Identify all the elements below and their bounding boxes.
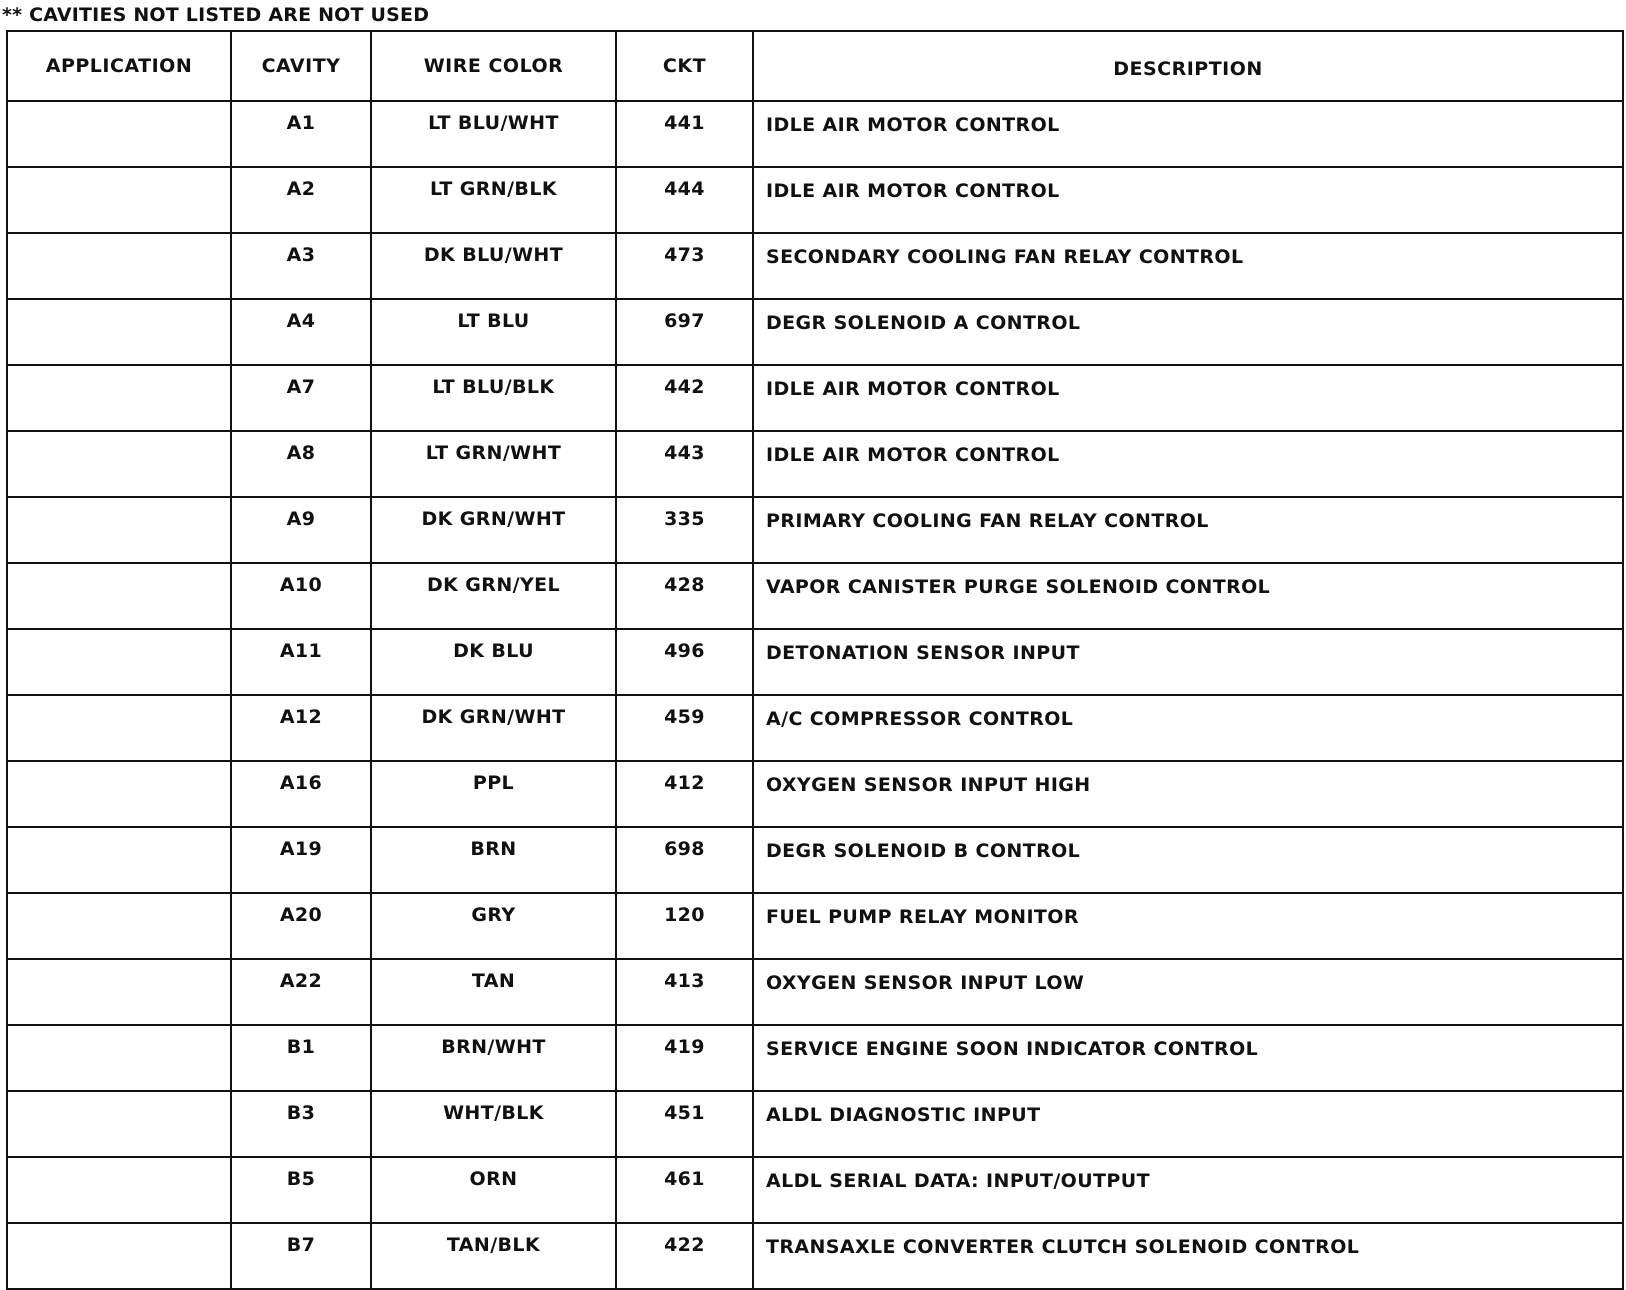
table-row — [7, 959, 1623, 1025]
description-cell: VAPOR CANISTER PURGE SOLENOID CONTROL — [753, 563, 1623, 629]
cavity-cell: A20 — [231, 893, 371, 959]
header-application: APPLICATION — [7, 31, 231, 101]
table-row — [7, 563, 1623, 629]
ckt-cell: 496 — [616, 629, 753, 695]
application-cell — [7, 563, 231, 629]
ckt-cell: 451 — [616, 1091, 753, 1157]
description-cell: A/C COMPRESSOR CONTROL — [753, 695, 1623, 761]
wire-color-cell: LT BLU/WHT — [371, 101, 616, 167]
ckt-cell: 412 — [616, 761, 753, 827]
description-cell: ALDL SERIAL DATA: INPUT/OUTPUT — [753, 1157, 1623, 1223]
application-cell — [7, 365, 231, 431]
description-cell: FUEL PUMP RELAY MONITOR — [753, 893, 1623, 959]
ckt-cell: 443 — [616, 431, 753, 497]
description-cell: OXYGEN SENSOR INPUT HIGH — [753, 761, 1623, 827]
cavity-cell: B7 — [231, 1223, 371, 1289]
table-row — [7, 299, 1623, 365]
application-cell — [7, 1091, 231, 1157]
ckt-cell: 444 — [616, 167, 753, 233]
cavity-cell: A9 — [231, 497, 371, 563]
wire-color-cell: TAN — [371, 959, 616, 1025]
cavity-cell: B1 — [231, 1025, 371, 1091]
table-header-row — [7, 31, 1623, 101]
cavity-cell: A1 — [231, 101, 371, 167]
table-body — [7, 101, 1623, 1289]
cavity-cell: A8 — [231, 431, 371, 497]
application-cell — [7, 629, 231, 695]
application-cell — [7, 827, 231, 893]
application-cell — [7, 167, 231, 233]
table-row — [7, 1091, 1623, 1157]
ckt-cell: 698 — [616, 827, 753, 893]
header-description: DESCRIPTION — [753, 31, 1623, 101]
cavity-cell: A11 — [231, 629, 371, 695]
table-row — [7, 827, 1623, 893]
header-cavity: CAVITY — [231, 31, 371, 101]
ckt-cell: 461 — [616, 1157, 753, 1223]
ckt-cell: 442 — [616, 365, 753, 431]
cavity-cell: A22 — [231, 959, 371, 1025]
description-cell: TRANSAXLE CONVERTER CLUTCH SOLENOID CONTROL — [753, 1223, 1623, 1289]
description-cell: DEGR SOLENOID A CONTROL — [753, 299, 1623, 365]
wire-color-cell: PPL — [371, 761, 616, 827]
ckt-cell: 428 — [616, 563, 753, 629]
application-cell — [7, 497, 231, 563]
wire-color-cell: BRN — [371, 827, 616, 893]
wire-color-cell: TAN/BLK — [371, 1223, 616, 1289]
application-cell — [7, 761, 231, 827]
description-cell: PRIMARY COOLING FAN RELAY CONTROL — [753, 497, 1623, 563]
ckt-cell: 120 — [616, 893, 753, 959]
cavity-cell: A7 — [231, 365, 371, 431]
application-cell — [7, 959, 231, 1025]
header-wire-color: WIRE COLOR — [371, 31, 616, 101]
wire-color-cell: WHT/BLK — [371, 1091, 616, 1157]
wire-color-cell: LT GRN/WHT — [371, 431, 616, 497]
table-row — [7, 1223, 1623, 1289]
description-cell: DETONATION SENSOR INPUT — [753, 629, 1623, 695]
wire-color-cell: DK GRN/WHT — [371, 695, 616, 761]
wire-color-cell: BRN/WHT — [371, 1025, 616, 1091]
cavity-cell: B5 — [231, 1157, 371, 1223]
table-row — [7, 167, 1623, 233]
wire-color-cell: ORN — [371, 1157, 616, 1223]
description-cell: IDLE AIR MOTOR CONTROL — [753, 167, 1623, 233]
cavity-cell: A4 — [231, 299, 371, 365]
wire-color-cell: LT BLU/BLK — [371, 365, 616, 431]
cavity-cell: A12 — [231, 695, 371, 761]
description-cell: IDLE AIR MOTOR CONTROL — [753, 101, 1623, 167]
application-cell — [7, 1157, 231, 1223]
description-cell: SECONDARY COOLING FAN RELAY CONTROL — [753, 233, 1623, 299]
table-row — [7, 629, 1623, 695]
table-row — [7, 695, 1623, 761]
description-cell: IDLE AIR MOTOR CONTROL — [753, 365, 1623, 431]
wire-color-cell: LT GRN/BLK — [371, 167, 616, 233]
application-cell — [7, 431, 231, 497]
table-row — [7, 497, 1623, 563]
wire-color-cell: DK BLU — [371, 629, 616, 695]
table-row — [7, 101, 1623, 167]
description-cell: DEGR SOLENOID B CONTROL — [753, 827, 1623, 893]
ckt-cell: 697 — [616, 299, 753, 365]
wire-color-cell: DK GRN/YEL — [371, 563, 616, 629]
header-ckt: CKT — [616, 31, 753, 101]
description-cell: IDLE AIR MOTOR CONTROL — [753, 431, 1623, 497]
ckt-cell: 335 — [616, 497, 753, 563]
ckt-cell: 419 — [616, 1025, 753, 1091]
table-row — [7, 1025, 1623, 1091]
wire-color-cell: LT BLU — [371, 299, 616, 365]
application-cell — [7, 101, 231, 167]
cavity-cell: A19 — [231, 827, 371, 893]
cavity-cell: A3 — [231, 233, 371, 299]
application-cell — [7, 299, 231, 365]
description-cell: OXYGEN SENSOR INPUT LOW — [753, 959, 1623, 1025]
table-row — [7, 761, 1623, 827]
table-row — [7, 893, 1623, 959]
application-cell — [7, 233, 231, 299]
ckt-cell: 459 — [616, 695, 753, 761]
wire-color-cell: GRY — [371, 893, 616, 959]
ckt-cell: 473 — [616, 233, 753, 299]
application-cell — [7, 1025, 231, 1091]
table-row — [7, 1157, 1623, 1223]
application-cell — [7, 893, 231, 959]
cavity-cell: A16 — [231, 761, 371, 827]
table-row — [7, 233, 1623, 299]
ckt-cell: 422 — [616, 1223, 753, 1289]
description-cell: ALDL DIAGNOSTIC INPUT — [753, 1091, 1623, 1157]
ckt-cell: 441 — [616, 101, 753, 167]
ckt-cell: 413 — [616, 959, 753, 1025]
cavity-cell: B3 — [231, 1091, 371, 1157]
cavity-cell: A10 — [231, 563, 371, 629]
application-cell — [7, 695, 231, 761]
description-cell: SERVICE ENGINE SOON INDICATOR CONTROL — [753, 1025, 1623, 1091]
connector-pinout-table — [6, 30, 1624, 1290]
cavities-note: ** CAVITIES NOT LISTED ARE NOT USED — [2, 4, 430, 26]
table-row — [7, 431, 1623, 497]
cavity-cell: A2 — [231, 167, 371, 233]
wire-color-cell: DK GRN/WHT — [371, 497, 616, 563]
application-cell — [7, 1223, 231, 1289]
table-row — [7, 365, 1623, 431]
wire-color-cell: DK BLU/WHT — [371, 233, 616, 299]
